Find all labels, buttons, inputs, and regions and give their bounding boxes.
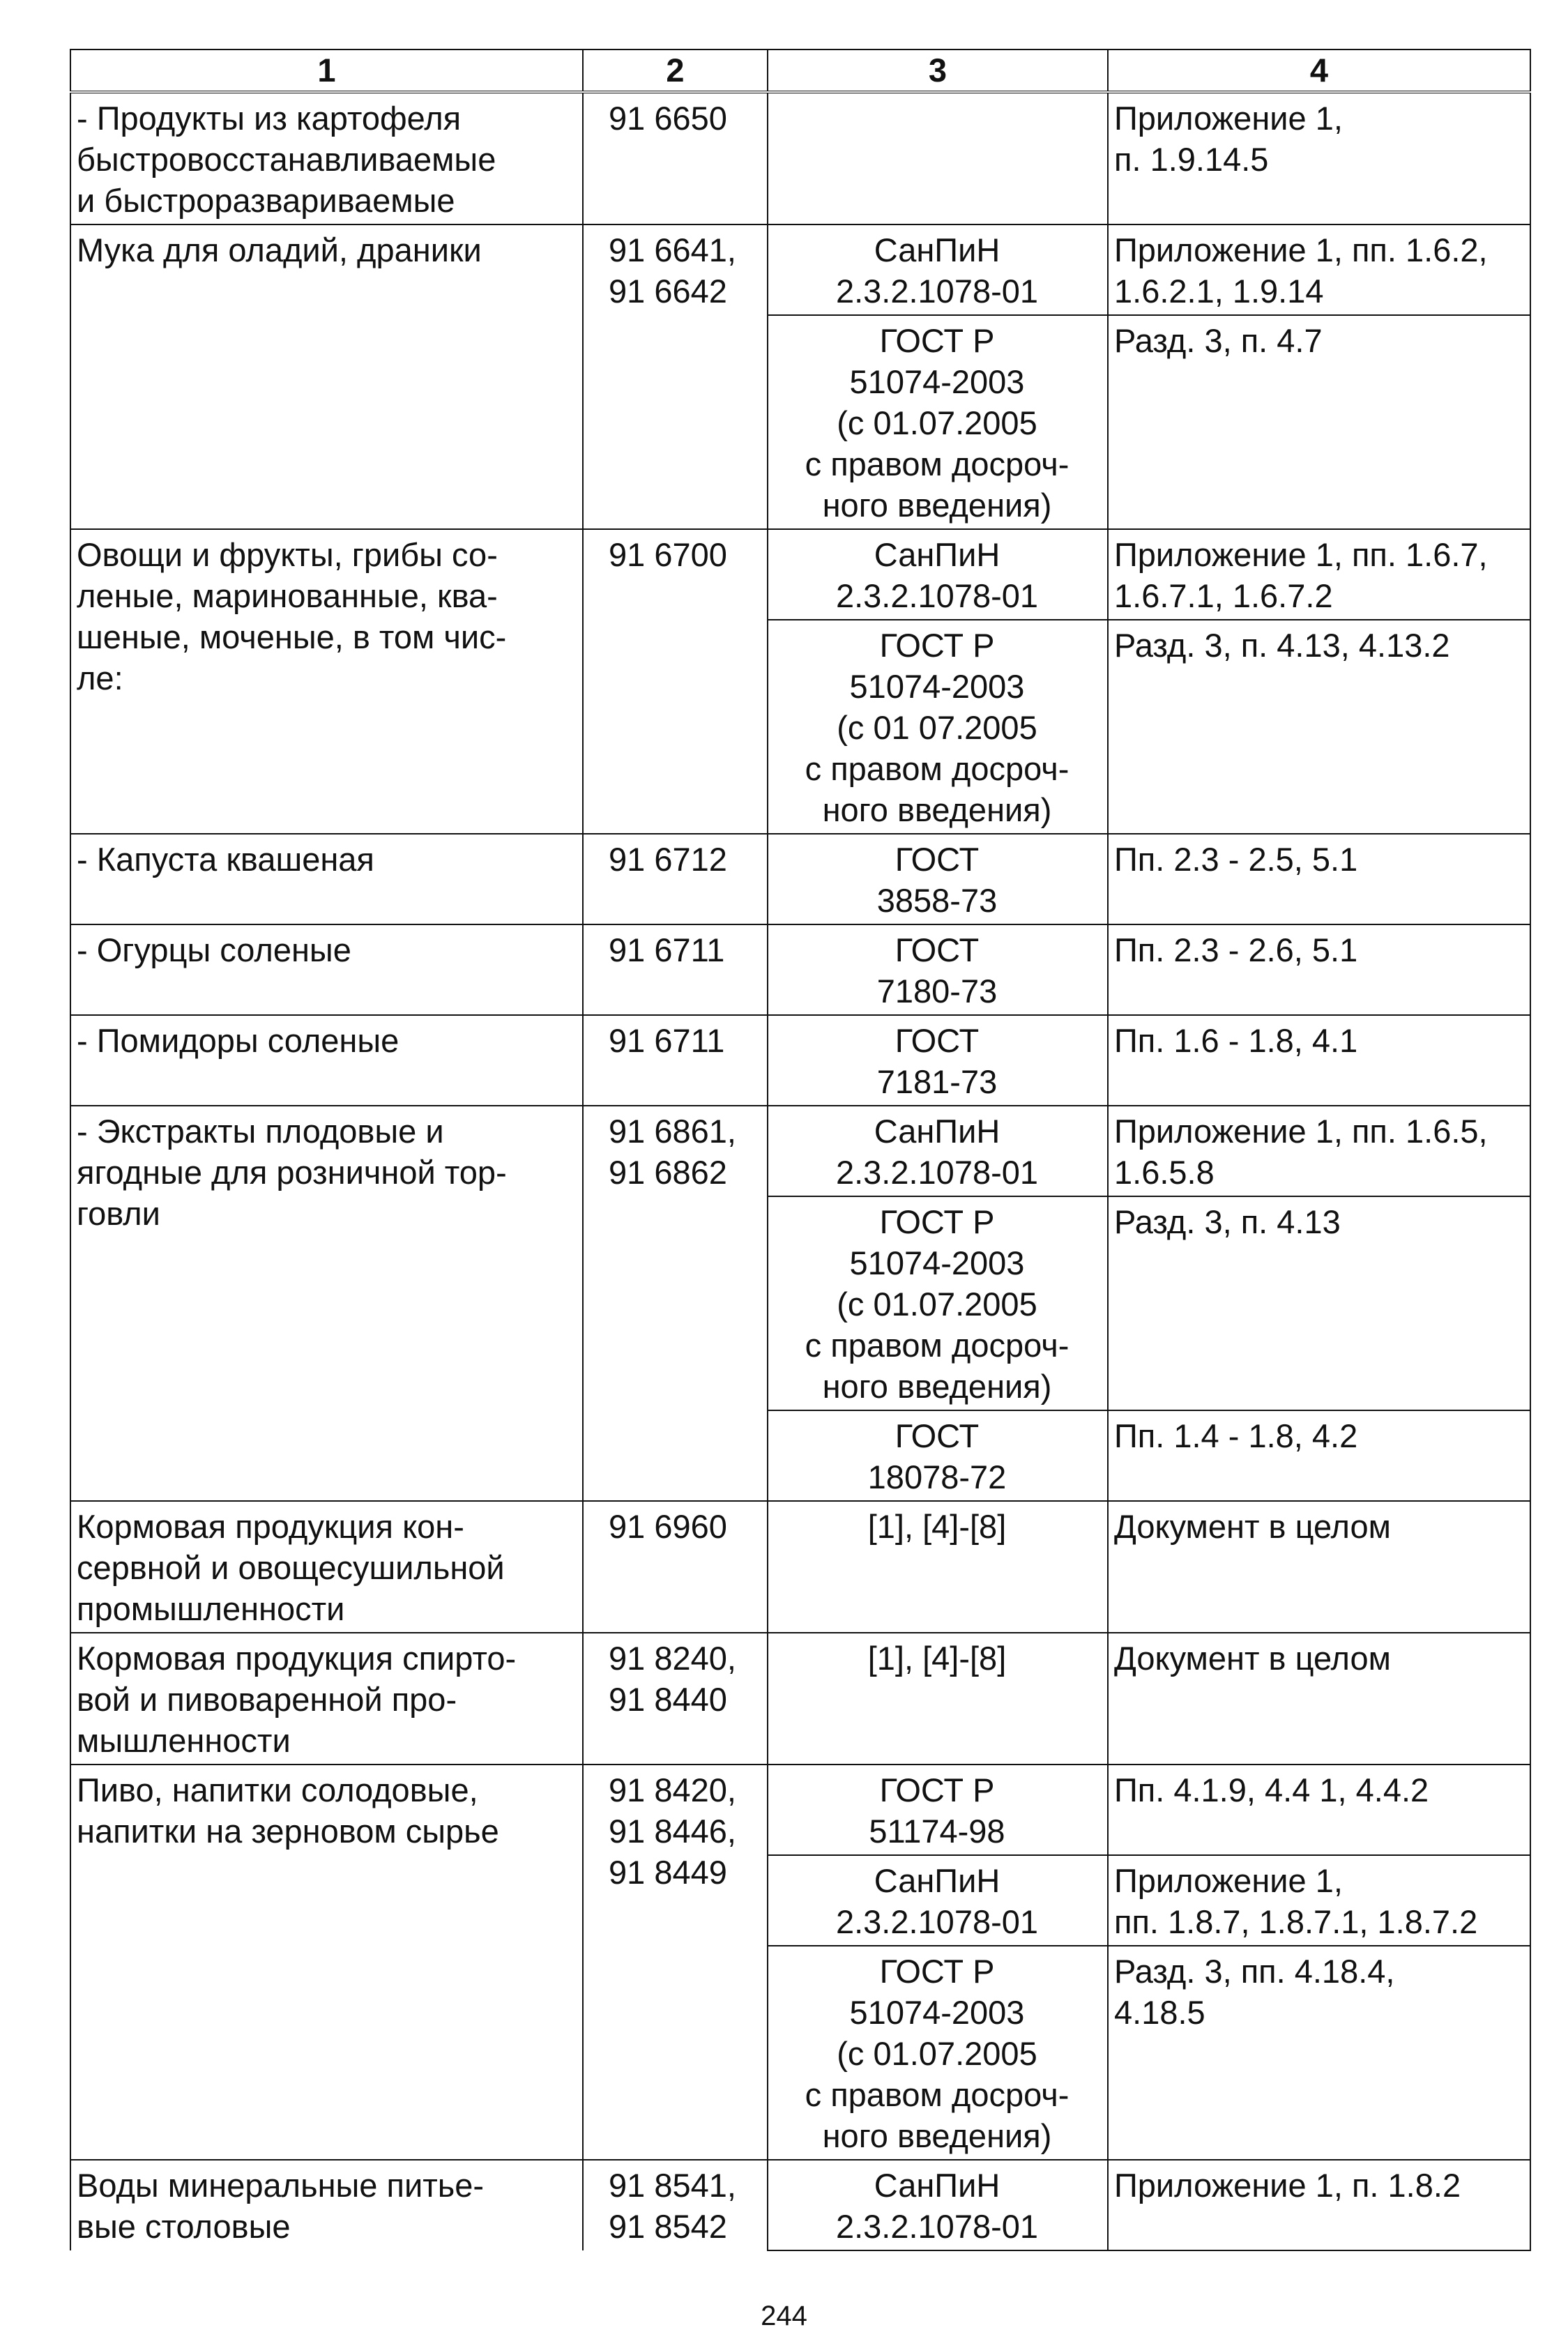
regulatory-document-line: 2.3.2.1078-01 bbox=[835, 577, 1039, 614]
regulatory-document-line: (с 01 07.2005 bbox=[837, 709, 1037, 746]
regulatory-document-line: ГОСТ Р bbox=[879, 627, 995, 664]
product-name-cell bbox=[70, 834, 583, 924]
product-name-line: вые столовые bbox=[77, 2208, 291, 2245]
product-name-line: Пиво, напитки солодовые, bbox=[77, 1771, 478, 1808]
product-name-cell bbox=[70, 1015, 583, 1106]
product-code-line: 91 6960 bbox=[609, 1508, 727, 1545]
document-section-line: Разд. 3, п. 4.13 bbox=[1114, 1203, 1341, 1240]
product-code-line: 91 8449 bbox=[609, 1854, 727, 1891]
regulatory-document-cell bbox=[768, 1501, 1108, 1633]
regulatory-document-line: СанПиН bbox=[874, 1862, 1000, 1899]
document-section-cell bbox=[1108, 834, 1530, 924]
product-code-cell bbox=[583, 224, 768, 529]
table-row bbox=[70, 1765, 1530, 1855]
product-code-line: 91 6642 bbox=[609, 273, 727, 310]
document-section-line: 1.6.5.8 bbox=[1114, 1154, 1215, 1191]
regulatory-document-line: ГОСТ Р bbox=[879, 1771, 995, 1808]
regulatory-document-cell bbox=[768, 1015, 1108, 1106]
product-code-cell bbox=[583, 1633, 768, 1765]
regulatory-document-cell bbox=[768, 529, 1108, 620]
regulatory-document-line: СанПиН bbox=[874, 2167, 1000, 2204]
regulatory-document-line: 51074-2003 bbox=[849, 1244, 1025, 1281]
product-code-line: 91 6650 bbox=[609, 100, 727, 137]
document-section-line: Приложение 1, пп. 1.6.7, bbox=[1114, 536, 1488, 573]
regulatory-document-cell bbox=[768, 1633, 1108, 1765]
product-name-cell bbox=[70, 529, 583, 834]
regulatory-document-cell bbox=[768, 924, 1108, 1015]
document-section-line: Приложение 1, bbox=[1114, 1862, 1343, 1899]
regulatory-document-line: 2.3.2.1078-01 bbox=[835, 1154, 1039, 1191]
regulatory-document-line: (с 01.07.2005 bbox=[837, 2035, 1037, 2072]
regulatory-document-line: 2.3.2.1078-01 bbox=[835, 273, 1039, 310]
document-section-line: Приложение 1, пп. 1.6.2, bbox=[1114, 231, 1488, 268]
product-name-line: Воды минеральные питье- bbox=[77, 2167, 485, 2204]
regulatory-document-line: ного введения) bbox=[822, 1368, 1052, 1405]
product-code-line: 91 6712 bbox=[609, 841, 727, 878]
regulatory-document-line: ГОСТ Р bbox=[879, 1203, 995, 1240]
header-col-1: 1 bbox=[70, 49, 583, 92]
product-name-line: леные, маринованные, ква- bbox=[77, 577, 498, 614]
table-row bbox=[70, 224, 1530, 315]
document-section-line: Приложение 1, п. 1.8.2 bbox=[1114, 2167, 1461, 2204]
document-section-line: Пп. 4.1.9, 4.4 1, 4.4.2 bbox=[1114, 1771, 1429, 1808]
table-row bbox=[70, 2160, 1530, 2250]
product-code-cell bbox=[583, 1015, 768, 1106]
regulatory-document-line: с правом досроч- bbox=[805, 445, 1070, 482]
document-section-cell bbox=[1108, 1106, 1530, 1196]
document-section-line: 1.6.7.1, 1.6.7.2 bbox=[1114, 577, 1333, 614]
regulatory-document-line: 3858-73 bbox=[876, 882, 998, 919]
regulatory-document-line: ного введения) bbox=[822, 487, 1052, 524]
product-code-cell bbox=[583, 834, 768, 924]
document-section-line: пп. 1.8.7, 1.8.7.1, 1.8.7.2 bbox=[1114, 1903, 1478, 1940]
document-section-line: Приложение 1, bbox=[1114, 100, 1343, 137]
table-header-row bbox=[70, 49, 1530, 92]
regulatory-document-cell bbox=[768, 1855, 1108, 1946]
product-code-cell bbox=[583, 1501, 768, 1633]
regulatory-document-line: 2.3.2.1078-01 bbox=[835, 1903, 1039, 1940]
document-section-line: Документ в целом bbox=[1114, 1508, 1391, 1545]
product-name-cell bbox=[70, 924, 583, 1015]
regulatory-document-line: ГОСТ bbox=[895, 841, 980, 878]
document-section-cell bbox=[1108, 2160, 1530, 2250]
regulatory-document-line: ГОСТ bbox=[895, 931, 980, 968]
regulatory-document-line: 51174-98 bbox=[869, 1813, 1005, 1850]
regulatory-document-cell bbox=[768, 834, 1108, 924]
document-section-line: 1.6.2.1, 1.9.14 bbox=[1114, 273, 1324, 310]
document-section-line: Пп. 1.4 - 1.8, 4.2 bbox=[1114, 1417, 1358, 1454]
product-code-cell bbox=[583, 1106, 768, 1501]
document-section-cell bbox=[1108, 224, 1530, 315]
regulatory-document-line: с правом досроч- bbox=[805, 750, 1070, 787]
regulatory-document-cell bbox=[768, 224, 1108, 315]
table-row bbox=[70, 924, 1530, 1015]
regulatory-document-line: ГОСТ Р bbox=[879, 1953, 995, 1990]
table-row bbox=[70, 1633, 1530, 1765]
product-code-line: 91 8420, bbox=[609, 1771, 736, 1808]
regulatory-document-line: СанПиН bbox=[874, 1113, 1000, 1150]
regulatory-document-cell bbox=[768, 620, 1108, 834]
table-row bbox=[70, 529, 1530, 620]
product-code-cell bbox=[583, 529, 768, 834]
product-code-cell bbox=[583, 92, 768, 224]
document-section-line: Пп. 1.6 - 1.8, 4.1 bbox=[1114, 1022, 1358, 1059]
regulatory-document-line: 18078-72 bbox=[867, 1458, 1007, 1495]
regulatory-document-line: 2.3.2.1078-01 bbox=[835, 2208, 1039, 2245]
page-number: 244 bbox=[761, 2301, 807, 2331]
table-row bbox=[70, 1106, 1530, 1196]
product-name-line: сервной и овощесушильной bbox=[77, 1549, 505, 1586]
document-section-line: Разд. 3, пп. 4.18.4, bbox=[1114, 1953, 1395, 1990]
product-code-cell bbox=[583, 2160, 768, 2250]
product-name-line: - Капуста квашеная bbox=[77, 841, 374, 878]
regulatory-document-line: (с 01.07.2005 bbox=[837, 1286, 1037, 1323]
product-name-line: - Помидоры соленые bbox=[77, 1022, 399, 1059]
document-section-line: Пп. 2.3 - 2.6, 5.1 bbox=[1114, 931, 1358, 968]
document-section-cell bbox=[1108, 1015, 1530, 1106]
product-name-line: Овощи и фрукты, грибы со- bbox=[77, 536, 498, 573]
product-name-line: напитки на зерновом сырье bbox=[77, 1813, 499, 1850]
regulatory-document-line: 51074-2003 bbox=[849, 668, 1025, 705]
document-section-line: 4.18.5 bbox=[1114, 1994, 1205, 2031]
product-name-line: мышленности bbox=[77, 1722, 291, 1759]
product-code-cell bbox=[583, 924, 768, 1015]
product-name-line: быстровосстанавливаемые bbox=[77, 141, 496, 178]
product-name-line: говли bbox=[77, 1195, 160, 1232]
document-section-cell bbox=[1108, 1633, 1530, 1765]
product-name-cell bbox=[70, 1106, 583, 1501]
standards-table bbox=[70, 49, 1531, 2251]
document-section-cell bbox=[1108, 315, 1530, 529]
product-code-line: 91 6641, bbox=[609, 231, 736, 268]
header-col-4: 4 bbox=[1108, 49, 1530, 92]
product-code-line: 91 6700 bbox=[609, 536, 727, 573]
regulatory-document-line: 51074-2003 bbox=[849, 1994, 1025, 2031]
product-code-line: 91 8446, bbox=[609, 1813, 736, 1850]
document-section-cell bbox=[1108, 529, 1530, 620]
product-name-line: Кормовая продукция спирто- bbox=[77, 1640, 517, 1677]
header-col-2: 2 bbox=[583, 49, 768, 92]
regulatory-document-line: (с 01.07.2005 bbox=[837, 404, 1037, 441]
product-name-cell bbox=[70, 224, 583, 529]
product-code-cell bbox=[583, 1765, 768, 2160]
regulatory-document-cell bbox=[768, 1106, 1108, 1196]
regulatory-document-line: с правом досроч- bbox=[805, 2076, 1070, 2113]
regulatory-document-line: СанПиН bbox=[874, 536, 1000, 573]
document-section-cell bbox=[1108, 92, 1530, 224]
header-col-3: 3 bbox=[768, 49, 1108, 92]
product-code-line: 91 8541, bbox=[609, 2167, 736, 2204]
table-row bbox=[70, 1015, 1530, 1106]
product-name-line: - Экстракты плодовые и bbox=[77, 1113, 444, 1150]
document-section-cell bbox=[1108, 1196, 1530, 1410]
table-row bbox=[70, 834, 1530, 924]
regulatory-document-cell bbox=[768, 1765, 1108, 1855]
product-name-cell bbox=[70, 2160, 583, 2250]
document-section-line: Разд. 3, п. 4.7 bbox=[1114, 322, 1323, 359]
regulatory-document-line: ного введения) bbox=[822, 791, 1052, 828]
regulatory-document-line: 7180-73 bbox=[876, 973, 998, 1009]
regulatory-document-cell bbox=[768, 2160, 1108, 2250]
document-section-cell bbox=[1108, 1855, 1530, 1946]
document-section-line: п. 1.9.14.5 bbox=[1114, 141, 1269, 178]
regulatory-document-line: ГОСТ bbox=[895, 1022, 980, 1059]
document-section-cell bbox=[1108, 620, 1530, 834]
regulatory-document-line: [1], [4]-[8] bbox=[867, 1508, 1007, 1545]
regulatory-document-line: ного введения) bbox=[822, 2117, 1052, 2154]
product-code-line: 91 8440 bbox=[609, 1681, 727, 1718]
product-code-line: 91 6711 bbox=[609, 931, 725, 968]
product-name-cell bbox=[70, 92, 583, 224]
regulatory-document-line: [1], [4]-[8] bbox=[867, 1640, 1007, 1677]
table-body bbox=[70, 92, 1530, 2250]
regulatory-document-cell bbox=[768, 92, 1108, 224]
product-name-line: промышленности bbox=[77, 1590, 345, 1627]
product-code-line: 91 8240, bbox=[609, 1640, 736, 1677]
product-name-line: Мука для оладий, драники bbox=[77, 231, 482, 268]
regulatory-document-cell bbox=[768, 1196, 1108, 1410]
product-code-line: 91 6862 bbox=[609, 1154, 727, 1191]
regulatory-document-cell bbox=[768, 1946, 1108, 2160]
product-name-line: ле: bbox=[77, 660, 123, 696]
product-name-cell bbox=[70, 1765, 583, 2160]
regulatory-document-line: 51074-2003 bbox=[849, 363, 1025, 400]
document-section-line: Пп. 2.3 - 2.5, 5.1 bbox=[1114, 841, 1358, 878]
product-name-line: шеные, моченые, в том чис- bbox=[77, 618, 507, 655]
product-name-line: и быстроразвариваемые bbox=[77, 182, 455, 219]
regulatory-document-line: ГОСТ Р bbox=[879, 322, 995, 359]
table-row bbox=[70, 1501, 1530, 1633]
document-section-line: Документ в целом bbox=[1114, 1640, 1391, 1677]
document-section-line: Разд. 3, п. 4.13, 4.13.2 bbox=[1114, 627, 1450, 664]
document-section-cell bbox=[1108, 924, 1530, 1015]
product-name-cell bbox=[70, 1633, 583, 1765]
product-code-line: 91 8542 bbox=[609, 2208, 727, 2245]
regulatory-document-cell bbox=[768, 315, 1108, 529]
regulatory-document-line: 7181-73 bbox=[876, 1063, 998, 1100]
document-section-cell bbox=[1108, 1501, 1530, 1633]
product-code-line: 91 6861, bbox=[609, 1113, 736, 1150]
product-code-line: 91 6711 bbox=[609, 1022, 725, 1059]
document-section-line: Приложение 1, пп. 1.6.5, bbox=[1114, 1113, 1488, 1150]
product-name-line: Кормовая продукция кон- bbox=[77, 1508, 464, 1545]
product-name-line: вой и пивоваренной про- bbox=[77, 1681, 457, 1718]
product-name-cell bbox=[70, 1501, 583, 1633]
product-name-line: - Огурцы соленые bbox=[77, 931, 351, 968]
document-section-cell bbox=[1108, 1946, 1530, 2160]
regulatory-document-line: СанПиН bbox=[874, 231, 1000, 268]
document-section-cell bbox=[1108, 1765, 1530, 1855]
product-name-line: ягодные для розничной тор- bbox=[77, 1154, 507, 1191]
document-section-cell bbox=[1108, 1410, 1530, 1501]
regulatory-document-line: с правом досроч- bbox=[805, 1327, 1070, 1364]
regulatory-document-cell bbox=[768, 1410, 1108, 1501]
regulatory-document-line: ГОСТ bbox=[895, 1417, 980, 1454]
table-row bbox=[70, 92, 1530, 224]
product-name-line: - Продукты из картофеля bbox=[77, 100, 462, 137]
